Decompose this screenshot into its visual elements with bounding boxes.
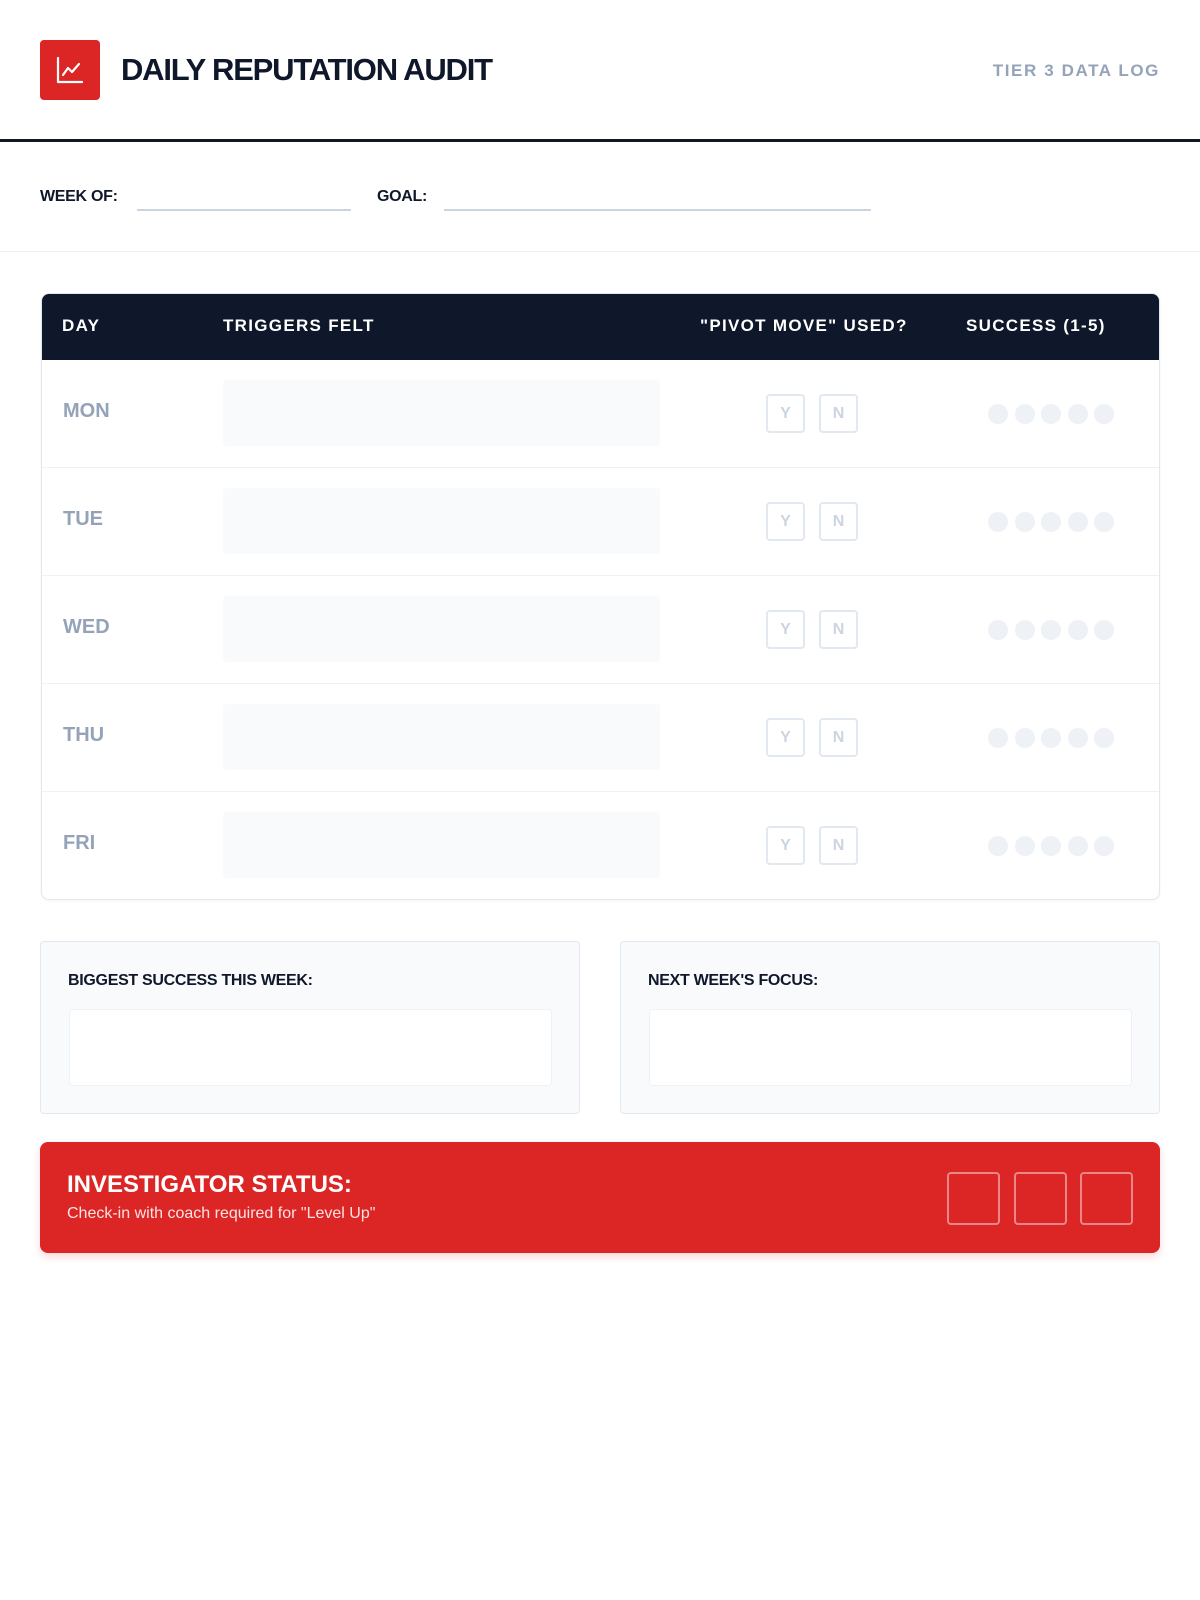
rating-dot[interactable] bbox=[1015, 512, 1035, 532]
table-row bbox=[42, 792, 1160, 900]
triggers-field[interactable] bbox=[223, 812, 660, 878]
column-header-triggers: TRIGGERS FELT bbox=[223, 316, 375, 335]
rating-dot[interactable] bbox=[1094, 620, 1114, 640]
rating-dot[interactable] bbox=[1041, 728, 1061, 748]
triggers-field[interactable] bbox=[223, 704, 660, 770]
trend-chart-icon bbox=[55, 55, 85, 85]
rating-dot[interactable] bbox=[1015, 620, 1035, 640]
pivot-yes-box[interactable]: Y bbox=[766, 826, 805, 865]
pivot-yes-box[interactable]: Y bbox=[766, 502, 805, 541]
biggest-success-box bbox=[40, 941, 580, 1114]
rating-dot[interactable] bbox=[1094, 404, 1114, 424]
status-title: INVESTIGATOR STATUS: bbox=[67, 1171, 352, 1198]
table-row bbox=[42, 360, 1160, 468]
rating-dot[interactable] bbox=[1041, 620, 1061, 640]
rating-dot[interactable] bbox=[1094, 512, 1114, 532]
pivot-no-box[interactable]: N bbox=[819, 826, 858, 865]
next-week-focus-field[interactable] bbox=[649, 1009, 1132, 1086]
success-rating bbox=[988, 512, 1118, 532]
page-subtitle: TIER 3 DATA LOG bbox=[992, 61, 1160, 80]
column-header-pivot: "PIVOT MOVE" USED? bbox=[700, 316, 908, 335]
status-subtitle: Check-in with coach required for "Level Up" bbox=[67, 1205, 376, 1222]
rating-dot[interactable] bbox=[1015, 404, 1035, 424]
triggers-field[interactable] bbox=[223, 488, 660, 554]
pivot-no-box[interactable]: N bbox=[819, 502, 858, 541]
pivot-no-box[interactable]: N bbox=[819, 610, 858, 649]
rating-dot[interactable] bbox=[1015, 836, 1035, 856]
rating-dot[interactable] bbox=[988, 836, 1008, 856]
success-rating bbox=[988, 404, 1118, 424]
rating-dot[interactable] bbox=[1068, 728, 1088, 748]
triggers-field[interactable] bbox=[223, 596, 660, 662]
rating-dot[interactable] bbox=[1041, 512, 1061, 532]
rating-dot[interactable] bbox=[1068, 836, 1088, 856]
success-rating bbox=[988, 836, 1118, 856]
audit-table bbox=[41, 293, 1160, 900]
rating-dot[interactable] bbox=[988, 512, 1008, 532]
pivot-yes-box[interactable]: Y bbox=[766, 610, 805, 649]
pivot-yes-box[interactable]: Y bbox=[766, 394, 805, 433]
rating-dot[interactable] bbox=[988, 728, 1008, 748]
table-row bbox=[42, 468, 1160, 576]
rating-dot[interactable] bbox=[988, 404, 1008, 424]
logo bbox=[40, 40, 100, 100]
next-week-focus-box bbox=[620, 941, 1160, 1114]
column-header-day: DAY bbox=[62, 316, 101, 335]
biggest-success-label: BIGGEST SUCCESS THIS WEEK: bbox=[68, 972, 313, 989]
pivot-no-box[interactable]: N bbox=[819, 394, 858, 433]
success-rating bbox=[988, 620, 1118, 640]
rating-dot[interactable] bbox=[1015, 728, 1035, 748]
pivot-yes-box[interactable]: Y bbox=[766, 718, 805, 757]
rating-dot[interactable] bbox=[1041, 404, 1061, 424]
day-label: WED bbox=[63, 616, 110, 638]
status-checkbox[interactable] bbox=[1014, 1172, 1067, 1225]
goal-field[interactable] bbox=[444, 209, 871, 211]
week-of-label: WEEK OF: bbox=[40, 188, 118, 205]
table-header bbox=[42, 294, 1160, 360]
column-header-success: SUCCESS (1-5) bbox=[966, 316, 1106, 335]
pivot-no-box[interactable]: N bbox=[819, 718, 858, 757]
week-of-field[interactable] bbox=[137, 209, 351, 211]
page-header bbox=[0, 0, 1200, 142]
investigator-status-banner bbox=[40, 1142, 1160, 1253]
rating-dot[interactable] bbox=[1094, 836, 1114, 856]
meta-fields bbox=[0, 142, 1200, 252]
biggest-success-field[interactable] bbox=[69, 1009, 552, 1086]
next-week-focus-label: NEXT WEEK'S FOCUS: bbox=[648, 972, 818, 989]
rating-dot[interactable] bbox=[1068, 512, 1088, 532]
day-label: THU bbox=[63, 724, 105, 746]
goal-label: GOAL: bbox=[377, 188, 428, 205]
rating-dot[interactable] bbox=[988, 620, 1008, 640]
day-label: MON bbox=[63, 400, 110, 422]
day-label: TUE bbox=[63, 508, 103, 530]
rating-dot[interactable] bbox=[1068, 404, 1088, 424]
rating-dot[interactable] bbox=[1094, 728, 1114, 748]
rating-dot[interactable] bbox=[1068, 620, 1088, 640]
status-checkbox[interactable] bbox=[947, 1172, 1000, 1225]
page-title: DAILY REPUTATION AUDIT bbox=[121, 52, 492, 87]
success-rating bbox=[988, 728, 1118, 748]
status-checkbox[interactable] bbox=[1080, 1172, 1133, 1225]
triggers-field[interactable] bbox=[223, 380, 660, 446]
rating-dot[interactable] bbox=[1041, 836, 1061, 856]
table-row bbox=[42, 684, 1160, 792]
table-row bbox=[42, 576, 1160, 684]
day-label: FRI bbox=[63, 832, 96, 854]
